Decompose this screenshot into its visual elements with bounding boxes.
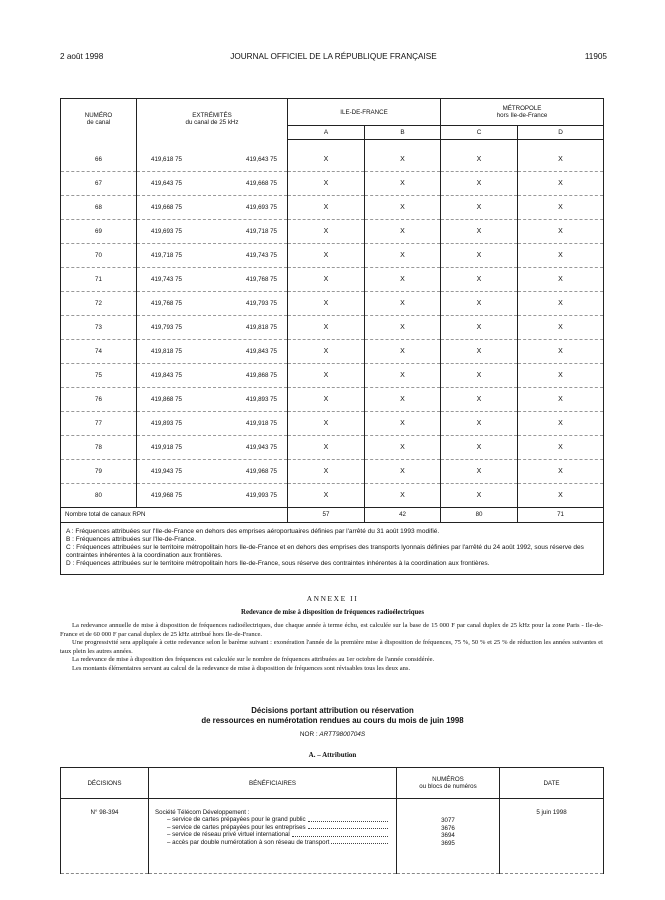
mark-b: X: [365, 387, 441, 411]
mark-d: X: [518, 459, 604, 483]
channel-extremities: [137, 315, 288, 339]
nor-reference: NOR : ARTT9800704S: [299, 731, 366, 738]
beneficiary-cell: [149, 799, 397, 874]
mark-c: X: [441, 219, 518, 243]
frequency-low: 419,618 75: [151, 155, 182, 163]
mark-b: X: [365, 435, 441, 459]
channel-number: 73: [61, 315, 137, 339]
decision-date: 5 juin 1998: [500, 799, 604, 874]
annexe-title: ANNEXE II: [306, 594, 359, 603]
col-idf-header: ILE-DE-FRANCE: [288, 99, 441, 126]
frequency-low: 419,868 75: [151, 395, 182, 403]
mark-a: X: [288, 339, 365, 363]
mark-c: X: [441, 387, 518, 411]
channel-extremities: [137, 219, 288, 243]
mark-d: X: [518, 315, 604, 339]
table-row: [61, 435, 604, 459]
channel-extremities: [137, 363, 288, 387]
service-line: – service de cartes prépayées pour les entreprises: [155, 824, 390, 832]
frequency-high: 419,643 75: [246, 155, 277, 163]
channel-number: 79: [61, 459, 137, 483]
mark-a: X: [288, 435, 365, 459]
mark-d: X: [518, 435, 604, 459]
mark-b: X: [365, 267, 441, 291]
mark-c: X: [441, 411, 518, 435]
mark-d: X: [518, 171, 604, 195]
table-row: [61, 148, 604, 172]
sub-header-a: A: [288, 126, 365, 140]
mark-a: X: [288, 291, 365, 315]
channel-extremities: [137, 243, 288, 267]
annexe-paragraph: La redevance de mise à disposition des fréquences est calculée sur le nombre de fréquences attribuées au 1er octobre de l'année considérée.: [72, 656, 435, 664]
table-row: [61, 291, 604, 315]
frequency-high: 419,993 75: [246, 491, 277, 499]
table-row: [61, 315, 604, 339]
frequency-high: 419,793 75: [246, 299, 277, 307]
mark-d: X: [518, 243, 604, 267]
mark-a: X: [288, 363, 365, 387]
annexe-paragraph: Une progressivité sera appliquée à cette redevance selon le barème suivant : exonération l'année de la première mise à disposition de fréquences, 75 %, 50 % et 25 % de réduction les années suivantes et taux plein les autres années.: [60, 639, 603, 655]
frequency-low: 419,943 75: [151, 467, 182, 475]
mark-d: X: [518, 411, 604, 435]
annexe-paragraph: Les montants élémentaires servant au calcul de la redevance de mise à disposition de fréquences sont révisables tous les deux ans.: [72, 664, 411, 672]
header-journal-title: JOURNAL OFFICIEL DE LA RÉPUBLIQUE FRANÇAISE: [230, 52, 437, 61]
service-line: – service de cartes prépayées pour le grand public: [155, 816, 390, 824]
frequency-table: [60, 98, 604, 575]
table-row: [61, 459, 604, 483]
channel-extremities: [137, 171, 288, 195]
annexe-paragraph: La redevance annuelle de mise à disposition de fréquences radioélectriques, due chaque année à terme échu, est calculée sur la base de 15 000 F par canal duplex de 25 kHz pour la zone Paris - Ile-de-France et de 60 000 F par canal duplex de 25 kHz attribué hors Ile-de-France.: [60, 622, 603, 638]
note-a: A : Fréquences attribuées sur l'Ile-de-France en dehors des emprises aéroportuaires définies par l'arrêté du 31 août 1993 modifié.: [66, 527, 440, 535]
mark-a: X: [288, 411, 365, 435]
frequency-high: 419,843 75: [246, 347, 277, 355]
table-row: [61, 195, 604, 219]
mark-b: X: [365, 339, 441, 363]
decisions-table: [60, 767, 604, 874]
mark-a: X: [288, 171, 365, 195]
mark-a: X: [288, 315, 365, 339]
mark-a: X: [288, 148, 365, 172]
channel-number: 66: [61, 148, 137, 172]
channel-extremities: [137, 267, 288, 291]
mark-a: X: [288, 387, 365, 411]
mark-c: X: [441, 339, 518, 363]
mark-b: X: [365, 411, 441, 435]
total-c: 80: [441, 507, 518, 522]
frequency-high: 419,818 75: [246, 323, 277, 331]
note-b: B : Fréquences attribuées sur l'Ile-de-France.: [66, 535, 197, 543]
table-row: [61, 267, 604, 291]
mark-b: X: [365, 315, 441, 339]
table-row: [61, 363, 604, 387]
frequency-low: 419,718 75: [151, 251, 182, 259]
table-row: [61, 483, 604, 507]
header-page-number: 11905: [584, 52, 607, 61]
table-row: [61, 411, 604, 435]
mark-d: X: [518, 387, 604, 411]
frequency-low: 419,793 75: [151, 323, 182, 331]
mark-d: X: [518, 148, 604, 172]
service-line: – accès par double numérotation à son réseau de transport: [155, 839, 390, 847]
mark-c: X: [441, 363, 518, 387]
frequency-high: 419,768 75: [246, 275, 277, 283]
mark-c: X: [441, 459, 518, 483]
channel-extremities: [137, 195, 288, 219]
frequency-low: 419,968 75: [151, 491, 182, 499]
col-beneficiaires-header: BÉNÉFICIAIRES: [149, 768, 397, 799]
col-metropole-header: MÉTROPOLE hors Ile-de-France: [441, 99, 604, 126]
frequency-low: 419,743 75: [151, 275, 182, 283]
sub-header-d: D: [518, 126, 604, 140]
annexe-body: [60, 622, 603, 674]
frequency-high: 419,718 75: [246, 227, 277, 235]
note-d: D : Fréquences attribuées sur le territoire métropolitain hors Ile-de-France, sous réserve des contraintes inhérentes à la coordination aux frontières.: [66, 559, 490, 567]
channel-extremities: [137, 411, 288, 435]
number-value: 3676: [441, 824, 455, 832]
channel-number: 74: [61, 339, 137, 363]
col-decisions-header: DÉCISIONS: [61, 768, 149, 799]
mark-d: X: [518, 339, 604, 363]
channel-extremities: [137, 459, 288, 483]
channel-extremities: [137, 339, 288, 363]
channel-number: 78: [61, 435, 137, 459]
mark-b: X: [365, 291, 441, 315]
mark-c: X: [441, 195, 518, 219]
mark-b: X: [365, 363, 441, 387]
channel-number: 67: [61, 171, 137, 195]
frequency-low: 419,818 75: [151, 347, 182, 355]
total-d: 71: [518, 507, 604, 522]
frequency-high: 419,868 75: [246, 371, 277, 379]
col-numeros-header: NUMÉROS ou blocs de numéros: [397, 768, 500, 799]
mark-b: X: [365, 459, 441, 483]
col-date-header: DATE: [500, 768, 604, 799]
total-b: 42: [365, 507, 441, 522]
mark-a: X: [288, 195, 365, 219]
note-c: C : Fréquences attribuées sur le territoire métropolitain hors Ile-de-France et en dehors des emprises des transports lyonnais définies par l'arrêté du 24 août 1992, sous réserve des contraintes inhérentes à la coordination aux frontières.: [66, 543, 584, 559]
mark-b: X: [365, 219, 441, 243]
channel-number: 68: [61, 195, 137, 219]
total-label: Nombre total de canaux RPN: [61, 507, 288, 522]
mark-d: X: [518, 267, 604, 291]
frequency-high: 419,693 75: [246, 203, 277, 211]
table-row: [61, 799, 604, 874]
channel-number: 72: [61, 291, 137, 315]
header-date: 2 août 1998: [60, 52, 104, 61]
col-extremites-header: EXTRÉMITÉS du canal de 25 kHz: [137, 99, 288, 140]
annexe-subtitle: Redevance de mise à disposition de fréquences radioélectriques: [241, 609, 424, 616]
decisions-title: Décisions portant attribution ou réservation de ressources en numérotation rendues au cours du mois de juin 1998: [201, 706, 464, 725]
mark-a: X: [288, 243, 365, 267]
table-row: [61, 243, 604, 267]
table-notes: [61, 522, 604, 574]
mark-b: X: [365, 483, 441, 507]
sub-header-b: B: [365, 126, 441, 140]
total-a: 57: [288, 507, 365, 522]
decision-number: N° 98-394: [61, 799, 149, 874]
channel-number: 77: [61, 411, 137, 435]
mark-a: X: [288, 267, 365, 291]
numbers-cell: [397, 799, 500, 874]
mark-b: X: [365, 171, 441, 195]
mark-b: X: [365, 148, 441, 172]
number-value: 3694: [441, 832, 455, 840]
frequency-low: 419,893 75: [151, 419, 182, 427]
mark-c: X: [441, 291, 518, 315]
mark-c: X: [441, 435, 518, 459]
frequency-low: 419,918 75: [151, 443, 182, 451]
mark-d: X: [518, 195, 604, 219]
channel-extremities: [137, 148, 288, 172]
mark-a: X: [288, 459, 365, 483]
frequency-high: 419,893 75: [246, 395, 277, 403]
mark-c: X: [441, 243, 518, 267]
mark-d: X: [518, 219, 604, 243]
table-row: [61, 387, 604, 411]
total-row: [61, 507, 604, 522]
frequency-low: 419,693 75: [151, 227, 182, 235]
frequency-high: 419,968 75: [246, 467, 277, 475]
mark-d: X: [518, 291, 604, 315]
number-value: 3695: [441, 839, 455, 847]
table-row: [61, 171, 604, 195]
mark-a: X: [288, 483, 365, 507]
frequency-low: 419,668 75: [151, 203, 182, 211]
running-header: [60, 52, 607, 64]
beneficiary-name: Société Télécom Développement :: [155, 809, 250, 816]
channel-extremities: [137, 483, 288, 507]
sub-header-c: C: [441, 126, 518, 140]
service-line: – service de réseau privé virtuel international: [155, 831, 390, 839]
table-row: [61, 339, 604, 363]
number-value: 3077: [441, 817, 455, 824]
channel-number: 75: [61, 363, 137, 387]
channel-number: 71: [61, 267, 137, 291]
mark-c: X: [441, 483, 518, 507]
frequency-low: 419,643 75: [151, 179, 182, 187]
frequency-low: 419,843 75: [151, 371, 182, 379]
mark-d: X: [518, 363, 604, 387]
col-numero-header: NUMÉRO de canal: [61, 99, 137, 140]
channel-number: 70: [61, 243, 137, 267]
frequency-low: 419,768 75: [151, 299, 182, 307]
mark-a: X: [288, 219, 365, 243]
frequency-high: 419,918 75: [246, 419, 277, 427]
mark-d: X: [518, 483, 604, 507]
frequency-high: 419,943 75: [246, 443, 277, 451]
mark-c: X: [441, 315, 518, 339]
channel-extremities: [137, 291, 288, 315]
channel-extremities: [137, 387, 288, 411]
mark-b: X: [365, 243, 441, 267]
channel-extremities: [137, 435, 288, 459]
frequency-high: 419,668 75: [246, 179, 277, 187]
section-attribution-title: A. – Attribution: [308, 751, 357, 759]
channel-number: 69: [61, 219, 137, 243]
mark-c: X: [441, 148, 518, 172]
channel-number: 76: [61, 387, 137, 411]
table-row: [61, 219, 604, 243]
channel-number: 80: [61, 483, 137, 507]
frequency-high: 419,743 75: [246, 251, 277, 259]
mark-b: X: [365, 195, 441, 219]
mark-c: X: [441, 267, 518, 291]
mark-c: X: [441, 171, 518, 195]
